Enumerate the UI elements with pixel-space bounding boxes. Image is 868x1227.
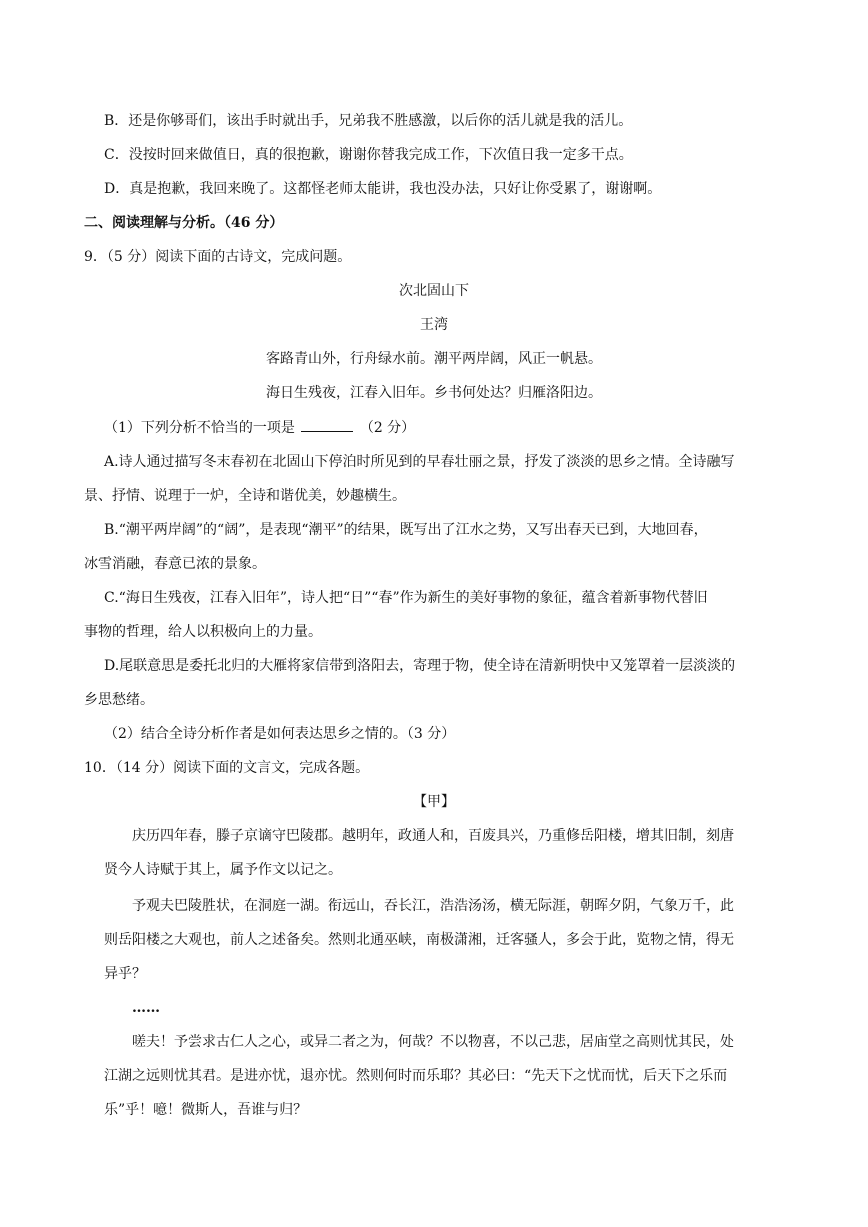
passage-p1-line1: 庆历四年春，滕子京谪守巴陵郡。越明年，政通人和，百废具兴，乃重修岳阳楼，增其旧制，刻唐 xyxy=(132,828,734,844)
answer-blank[interactable] xyxy=(301,417,353,432)
passage-p2-line1: 予观夫巴陵胜状，在洞庭一湖。衔远山，吞长江，浩浩汤汤，横无际涯，朝晖夕阴，气象万千，此 xyxy=(132,898,734,914)
poem-line-2: 海日生残夜，江春入旧年。乡书何处达？归雁洛阳边。 xyxy=(266,385,602,401)
poem-line-1: 客路青山外，行舟绿水前。潮平两岸阔，风正一帆悬。 xyxy=(266,351,602,367)
q9-sub2: （2）结合全诗分析作者是如何表达思乡之情的。（3 分） xyxy=(104,726,456,742)
option-c-prev: C．没按时回来做值日，真的很抱歉，谢谢你替我完成工作，下次值日我一定多干点。 xyxy=(104,147,633,163)
passage-p1-line2: 贤今人诗赋于其上，属予作文以记之。 xyxy=(104,862,342,878)
q9-option-c-line2: 事物的哲理，给人以积极向上的力量。 xyxy=(84,624,322,640)
passage-label: 【甲】 xyxy=(413,794,455,810)
q9-option-b-line1: B.“潮平两岸阔”的“阔”，是表现“潮平”的结果，既写出了江水之势，又写出春天已到，大地回春， xyxy=(104,522,708,538)
q9-option-d-line1: D.尾联意思是委托北归的大雁将家信带到洛阳去，寄理于物，使全诗在清新明快中又笼罩着一层淡淡的 xyxy=(104,658,736,674)
q9-option-b-line2: 冰雪消融，春意已浓的景象。 xyxy=(84,556,266,572)
q9-option-c-line1: C.“海日生残夜，江春入旧年”，诗人把“日”“春”作为新生的美好事物的象征，蕴含着新事物代替旧 xyxy=(104,590,708,606)
option-b-prev: B．还是你够哥们，该出手时就出手，兄弟我不胜感激，以后你的活儿就是我的活儿。 xyxy=(104,113,633,129)
passage-p3-line2: 江湖之远则忧其君。是进亦忧，退亦忧。然则何时而乐耶？其必曰：“先天下之忧而忧，后天下之乐而 xyxy=(104,1068,728,1084)
poem-author: 王湾 xyxy=(420,317,448,333)
q10-stem: 10．（14 分）阅读下面的文言文，完成各题。 xyxy=(84,760,370,776)
passage-p3-line3: 乐”乎！噫！微斯人，吾谁与归？ xyxy=(104,1102,308,1118)
q9-sub1-score: （2 分） xyxy=(359,420,416,436)
q9-option-d-line2: 乡思愁绪。 xyxy=(84,692,154,708)
passage-p2-line3: 异乎？ xyxy=(104,966,146,982)
q9-sub1-text: （1）下列分析不恰当的一项是 xyxy=(104,420,295,436)
q9-stem: 9．（5 分）阅读下面的古诗文，完成问题。 xyxy=(84,249,352,265)
poem-title: 次北固山下 xyxy=(399,283,469,299)
passage-p3-line1: 嗟夫！予尝求古仁人之心，或异二者之为，何哉？不以物喜，不以己悲，居庙堂之高则忧其民，处 xyxy=(132,1034,734,1050)
q9-option-a-line2: 景、抒情、说理于一炉，全诗和谐优美，妙趣横生。 xyxy=(84,488,406,504)
section-title: 二、阅读理解与分析。（46 分） xyxy=(84,215,284,231)
passage-ellipsis: …… xyxy=(132,1000,160,1016)
option-d-prev: D．真是抱歉，我回来晚了。这都怪老师太能讲，我也没办法，只好让你受累了，谢谢啊。 xyxy=(104,181,662,197)
q9-option-a-line1: A.诗人通过描写冬末春初在北固山下停泊时所见到的早春壮丽之景，抒发了淡淡的思乡之情。全诗融写 xyxy=(104,454,735,470)
passage-p2-line2: 则岳阳楼之大观也，前人之述备矣。然则北通巫峡，南极潇湘，迁客骚人，多会于此，览物之情，得无 xyxy=(104,932,734,948)
q9-sub1 xyxy=(104,417,415,438)
